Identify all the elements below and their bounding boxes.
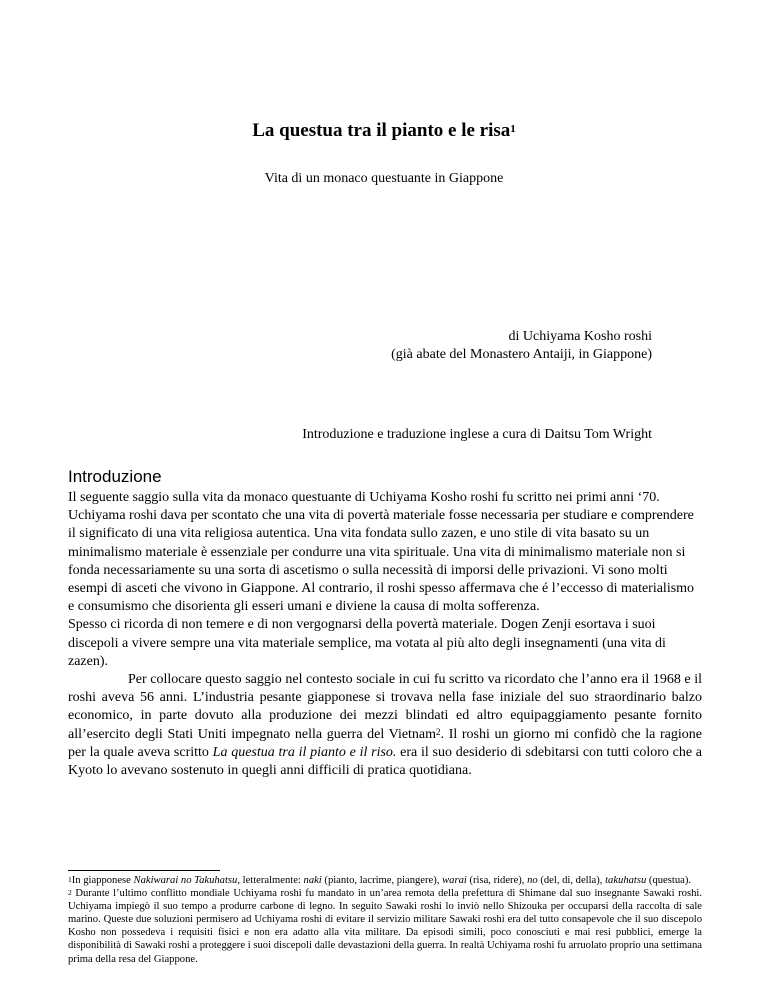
footnote-1-text: (del, di, della),	[537, 875, 606, 886]
book-title-italic: La questua tra il pianto e il riso.	[212, 744, 397, 760]
paragraph-3-part-c: era il suo desiderio di sdebitarsi con tutti coloro che a Kyoto lo avevano sostenuto in quegli anni difficili di pratica quotidiana.	[68, 744, 703, 779]
footnote-1	[68, 874, 702, 887]
footnote-1-mark: 1	[68, 875, 72, 884]
footnote-1-term: warai	[442, 875, 467, 886]
footnote-1-term: takuhatsu	[605, 875, 647, 886]
footnote-1-text: , letteralmente:	[237, 875, 304, 886]
author-name: di Uchiyama Kosho roshi	[508, 329, 652, 344]
footnote-ref-2: 2	[436, 726, 441, 737]
footnotes	[68, 874, 702, 966]
footnote-1-text: (questua).	[646, 875, 691, 886]
footnote-1-text: (pianto, lacrime, piangere),	[321, 875, 443, 886]
document-title	[0, 118, 768, 144]
paragraph-3	[68, 671, 702, 780]
footnote-1-term: Nakiwarai no Takuhatsu	[133, 875, 238, 886]
author-role: (già abate del Monastero Antaiji, in Giappone)	[391, 347, 652, 362]
author-block	[391, 328, 652, 364]
body-text	[68, 489, 702, 780]
footnote-2-mark: 2	[68, 888, 72, 898]
translation-credit: Introduzione e traduzione inglese a cura di Daitsu Tom Wright	[302, 427, 652, 442]
document-subtitle: Vita di un monaco questuante in Giappone	[264, 171, 504, 186]
paragraph-3-part-a: Per collocare questo saggio nel contesto sociale in cui fu scritto va ricordato che l’anno era il 1968 e il roshi aveva 56 anni. L’industria pesante giapponese si trovava nella fase iniziale del suo straordinario balzo economico, in parte dovuto alla produzione dei mezzi blindati ed altro equipaggiamento pesante fornito all’esercito degli Stati Uniti impegnato nella guerra del Vietnam	[68, 672, 702, 742]
paragraph-2: Spesso ci ricorda di non temere e di non vergognarsi della povertà materiale. Dogen Zenji esortava i suoi discepoli a vivere sempre una vita materiale semplice, ma votata al più alto degli insegnamenti (una vita di zazen).	[68, 617, 666, 669]
title-footnote-mark: 1	[510, 123, 516, 135]
footnote-2-text: Durante l’ultimo conflitto mondiale Uchiyama roshi fu mandato in un’area remota della prefettura di Shimane dal suo insegnante Sawaki roshi. Uchiyama impiegò il suo tempo a produrre carbone di legno. In seguito Sawaki roshi lo inviò nello Shizouka per occuparsi della raccolta di sale marino. Queste due soluzioni permisero ad Uchiyama roshi di evitare il servizio militare Sawaki roshi era del tutto consapevole che il suo discepolo Kosho non possedeva i requisiti fisici e non era adatto alla vita militare. Da episodi simili, poco conosciuti e mai resi pubblici, emerge la disponibilità di Sawaki roshi a proteggere i suoi discepoli dalle devastazioni della guerra. In realtà Uchiyama roshi fu arruolato proprio una settimana prima della resa del Giappone.	[68, 888, 702, 965]
section-heading: Introduzione	[68, 467, 162, 486]
paragraph-3-part-b: . Il roshi un giorno mi confidò che la ragione per la quale aveva scritto	[68, 726, 702, 760]
footnote-1-term: naki	[303, 875, 322, 886]
footnote-separator	[68, 870, 220, 871]
footnote-1-text: (risa, ridere),	[466, 875, 528, 886]
paragraph-1: Il seguente saggio sulla vita da monaco questuante di Uchiyama Kosho roshi fu scritto nei primi anni ‘70. Uchiyama roshi dava per scontato che una vita di povertà materiale fosse necessaria per studiare e comprendere il significato di una vita religiosa autentica. Una vita fondata sullo zazen, e uno stile di vita basato su un minimalismo materiale è essenziale per condurre una vita spirituale. Una vita di minimalismo materiale non si fonda necessariamente su una sorta di ascetismo o sulla necessità di imporsi delle privazioni. Vi sono molti esempi di asceti che vivono in Giappone. Al contrario, il roshi spesso affermava che é l’eccesso di materialismo e consumismo che disorienta gli esseri umani e diviene la causa di molta sofferenza.	[68, 490, 695, 615]
footnote-1-term: no	[527, 875, 538, 886]
footnote-1-text: In giapponese	[71, 875, 134, 886]
footnote-2	[68, 887, 702, 966]
title-text: La questua tra il pianto e le risa	[252, 120, 511, 141]
